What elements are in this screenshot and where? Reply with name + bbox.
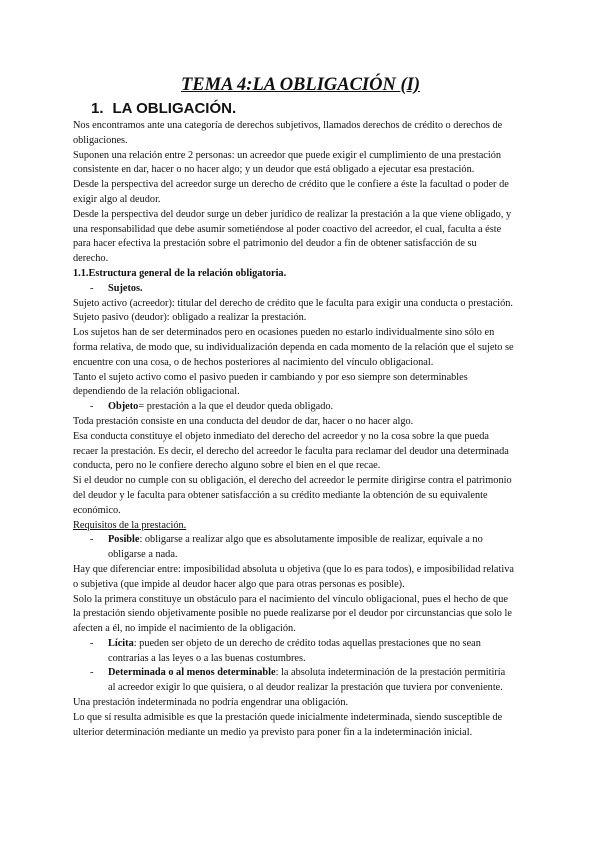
body-paragraph: Lo que sí resulta admisible es que la prestación quede inicialmente indeterminada, siendo susceptible de ulterior determinación mediante un medio ya previsto para poner fin a la indeterminación inicial. <box>73 711 503 738</box>
determinada-text: : la absoluta indeterminación de la prestación permitiría al acreedor exigir lo que quisiera, o al deudor realizar la prestación que tuviera por conveniente. <box>108 667 506 694</box>
sujetos-label: Sujetos. <box>108 282 143 294</box>
posible-text: : obligarse a realizar algo que es absolutamente imposible de realizar, equivale a no obligarse a nada. <box>108 534 483 561</box>
objeto-list <box>73 400 514 415</box>
dash-bullet: - <box>90 667 94 679</box>
section-heading-obligacion <box>91 99 514 119</box>
body-paragraph: Solo la primera constituye un obstáculo para el nacimiento del vínculo obligacional, pues el hecho de que la prestación siendo objetivamente posible no puede realizarse por el deudor por circunstancias que solo le afecten a él, no impide el nacimiento de la obligación. <box>73 593 512 635</box>
dash-bullet: - <box>90 401 94 413</box>
subsection-heading-estructura: 1.1.Estructura general de la relación obligatoria. <box>73 267 287 279</box>
licita-label: Lícita <box>108 637 134 649</box>
intro-paragraph: Nos encontramos ante una categoría de derechos subjetivos, llamados derechos de crédito o derechos de obligaciones. <box>73 120 503 146</box>
objeto-text: = prestación a la que el deudor queda obligado. <box>138 401 334 413</box>
body-paragraph: Esa conducta constituye el objeto inmediato del derecho del acreedor y no la cosa sobre la que pueda recaer la prestación. Es decir, el derecho del acreedor le faculta para reclamar del deudor una determinada conducta, pero no le confiere derecho alguno sobre el bien en el que recae. <box>73 430 509 472</box>
requisitos-list-rest <box>73 637 514 696</box>
requisitos-heading: Requisitos de la prestación. <box>73 519 187 531</box>
dash-bullet: - <box>90 282 94 294</box>
intro-paragraph: Desde la perspectiva del acreedor surge un derecho de crédito que le confiere a éste la facultad o poder de exigir algo al deudor. <box>73 179 509 205</box>
list-item-licita <box>73 637 514 667</box>
list-item-objeto <box>73 400 514 415</box>
intro-paragraph: Suponen una relación entre 2 personas: un acreedor que puede exigir el cumplimiento de una prestación consistente en dar, hacer o no hacer algo; y un deudor que está obligado a ejecutar esa prestación. <box>73 149 502 176</box>
licita-text: : pueden ser objeto de un derecho de crédito todas aquellas prestaciones que no sean contrarias a las leyes o a las buenas costumbres. <box>108 637 481 664</box>
section-heading-text: LA OBLIGACIÓN. <box>112 100 237 117</box>
body-paragraph: Los sujetos han de ser determinados pero en ocasiones pueden no estarlo individualmente sino sólo en forma relativa, de modo que, su individualización dependa en cada momento de la relación que el sujeto se encuentre con una cosa, o de hechos posteriores al nacimiento del vínculo obligacional. <box>73 327 514 368</box>
body-paragraph: Hay que diferenciar entre: imposibilidad absoluta u objetiva (que lo es para todos), e imposibilidad relativa o subjetiva (que impide al deudor hacer algo que para otras personas es posible). <box>73 563 514 590</box>
posible-label: Posible <box>108 534 140 546</box>
dash-bullet: - <box>90 637 94 649</box>
list-item-determinada <box>73 666 514 696</box>
list-item-sujetos <box>73 282 514 297</box>
body-paragraph: Si el deudor no cumple con su obligación, el derecho del acreedor le permite dirigirse contra el patrimonio del deudor y le faculta para obtener satisfacción a su crédito mediante la obtención de su equivalente económico. <box>73 475 512 516</box>
section-number: 1. <box>91 100 104 117</box>
intro-paragraph: Desde la perspectiva del deudor surge un deber jurídico de realizar la prestación a la que viene obligado, y una responsabilidad que debe asumir sometiéndose al poder coactivo del acreedor, el cual, faculta a éste para hacer efectiva la prestación sobre el patrimonio del deudor a fin de obtener satisfacción de su derecho. <box>73 208 512 265</box>
list-item-posible <box>73 533 514 563</box>
determinada-label: Determinada o al menos determinable <box>108 667 276 679</box>
body-paragraph: Toda prestación consiste en una conducta del deudor de dar, hacer o no hacer algo. <box>73 415 414 427</box>
requisitos-list-posible <box>73 533 514 563</box>
page-title: TEMA 4:LA OBLIGACIÓN (I) <box>181 75 420 95</box>
body-paragraph: Tanto el sujeto activo como el pasivo pueden ir cambiando y por eso siempre son determinables dependiendo de la relación obligacional. <box>73 371 468 398</box>
sujetos-list <box>73 282 514 297</box>
body-paragraph: Sujeto activo (acreedor): titular del derecho de crédito que le faculta para exigir una conducta o prestación. <box>73 297 513 309</box>
objeto-label: Objeto <box>108 401 139 413</box>
body-paragraph: Una prestación indeterminada no podría engendrar una obligación. <box>73 697 349 709</box>
dash-bullet: - <box>90 534 94 546</box>
body-paragraph: Sujeto pasivo (deudor): obligado a realizar la prestación. <box>73 312 307 324</box>
